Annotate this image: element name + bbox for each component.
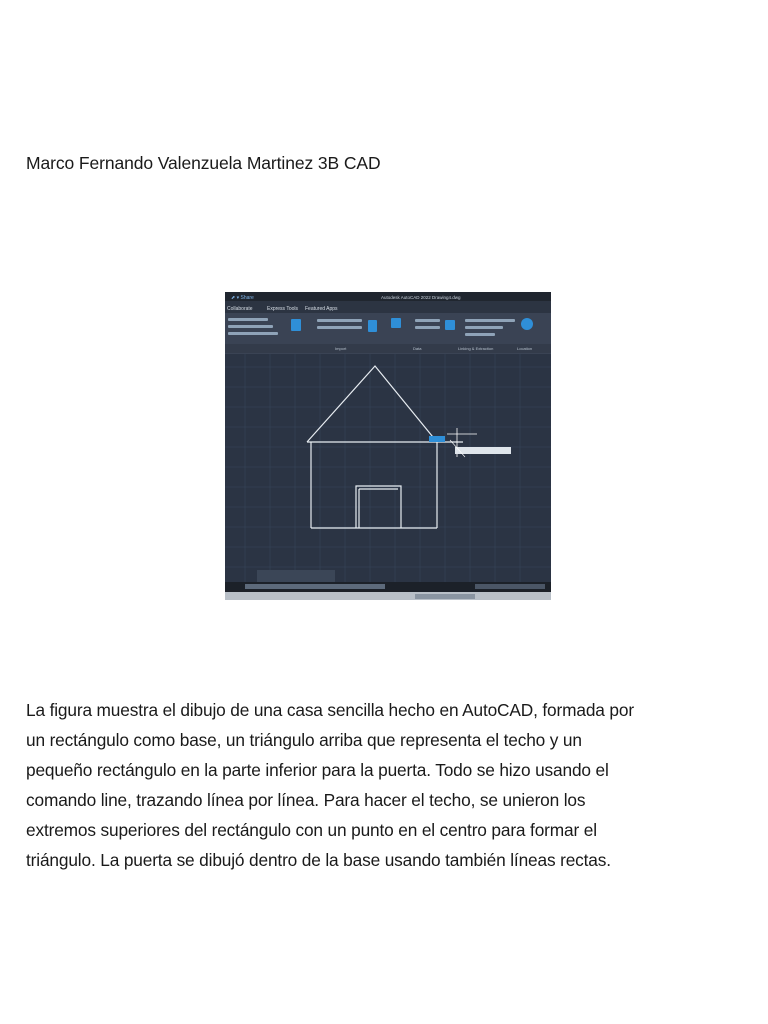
paragraph-line: extremos superiores del rectángulo con un punto en el centro para formar el xyxy=(26,820,597,840)
roof-lines xyxy=(307,366,437,442)
paragraph-line: un rectángulo como base, un triángulo arriba que representa el techo y un xyxy=(26,730,582,750)
command-history xyxy=(257,570,335,584)
paragraph-line: comando line, trazando línea por línea. Para hacer el techo, se unieron los xyxy=(26,790,586,810)
ribbon-tab-featured-apps: Featured Apps xyxy=(305,306,338,312)
paragraph-line: pequeño rectángulo en la parte inferior para la puerta. Todo se hizo usando el xyxy=(26,760,609,780)
autocad-drawing-image xyxy=(225,292,551,600)
ribbon-tab-express-tools: Express Tools xyxy=(267,306,299,312)
paragraph-line: triángulo. La puerta se dibujó dentro de la base usando también líneas rectas. xyxy=(26,850,611,870)
ribbon-tab-collaborate: Collaborate xyxy=(227,306,253,312)
autocad-screenshot-photo xyxy=(225,292,551,600)
panel-label-location: Location xyxy=(517,346,533,351)
description-paragraph xyxy=(26,695,746,875)
panel-label-import: Import xyxy=(335,346,347,351)
svg-text:⬈ ▾ Share: ⬈ ▾ Share xyxy=(231,295,254,301)
grid xyxy=(225,354,551,582)
panel-label-data: Data xyxy=(413,346,422,351)
window-title: Autodesk AutoCAD 2022 Drawing4.dwg xyxy=(381,295,461,300)
author-line: Marco Fernando Valenzuela Martinez 3B CAD xyxy=(26,153,381,173)
paragraph-line: La figura muestra el dibujo de una casa sencilla hecho en AutoCAD, formada por xyxy=(26,700,634,720)
panel-label-linking: Linking & Extraction xyxy=(458,346,494,351)
